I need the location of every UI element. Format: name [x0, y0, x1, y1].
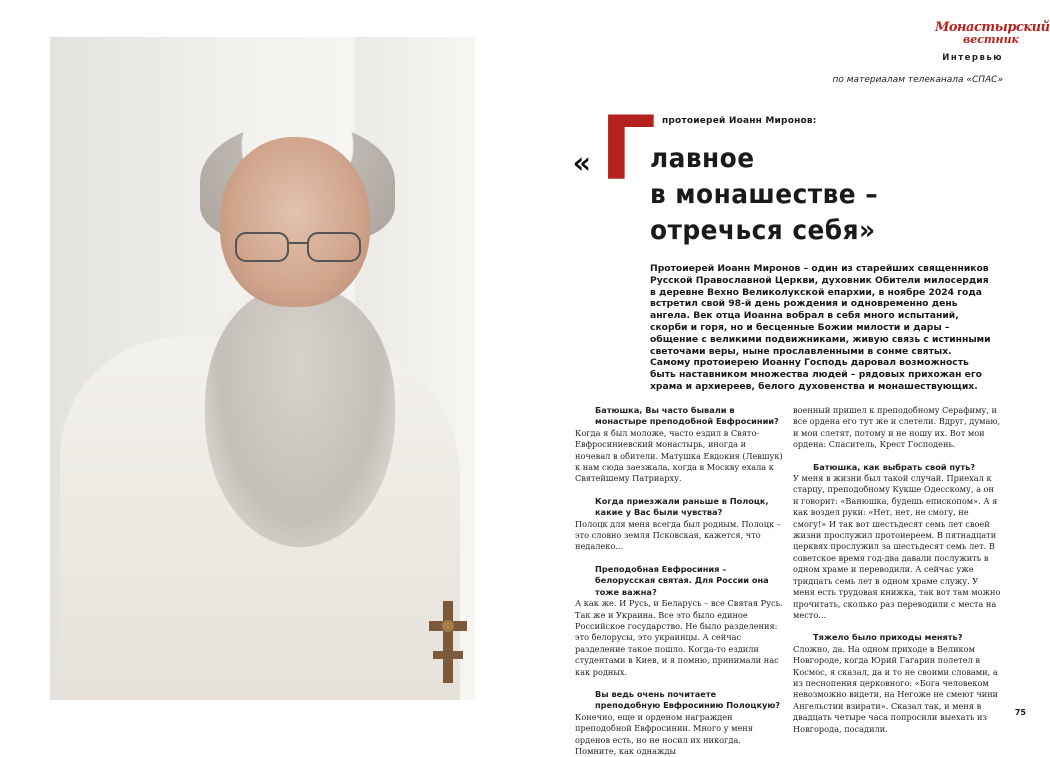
question: Вы ведь очень почитаете преподобную Евфросинию Полоцкую? [595, 688, 781, 711]
headline-line-1: лавное [650, 143, 755, 174]
question: Тяжело было приходы менять? [813, 632, 963, 643]
headline-line-3: отречься себя» [650, 215, 876, 246]
author-line: протоиерей Иоанн Миронов: [662, 116, 817, 126]
section-label: Интервью [942, 53, 1003, 63]
answer: Сложно, да. На одном приходе в Великом Новгороде, когда Юрий Гагарин полетел в Космос, я сказал, да и то не своими словами, а из песнопения церковного: «Бога человеком невозможно видети, на Негоже не смеют чини Ангельстии взирати». Сказал так, и меня в двадцать четыре часа попросили выехать из Новгорода, посадили. [793, 643, 999, 734]
answer: Полоцк для меня всегда был родным. Полоцк – это словно земля Псковская, кажется, что недалеко... [575, 518, 781, 552]
page-number: 75 [1014, 708, 1026, 717]
answer: военный пришел к преподобному Серафиму, и все ордена его тут же и слетели. Вдруг, думаю, и мои слетят, потому и не ношу их. Вот мои ордена: Спаситель, Крест Господень. [793, 405, 1001, 450]
lead-paragraph: Протоиерей Иоанн Миронов – один из старейших священников Русской Православной Церкви, духовник Обители милосердия в деревне Вехно Великолукской епархии, в ноябре 2024 года встретил свой 98-й день рождения и одновременно день ангела. Век отца Иоанна вобрал в себя много испытаний, скорби и горя, но и бесценные Божии милости и дары – общение с великими подвижниками, живую связь с истинными светочами веры, ныне прославленными в сонме святых. Самому протоиерею Иоанну Господь даровал возможность быть наставником множества людей – рядовых прихожан его храма и архиереев, белого духовенства и монашествующих. [650, 263, 991, 392]
pectoral-cross-icon [425, 597, 471, 687]
answer: Конечно, еще и орденом награжден преподобной Евфросинии. Много у меня орденов есть, но не носил их никогда. Помните, как однажды [575, 711, 753, 756]
glasses-icon [228, 227, 368, 267]
answer: Когда я был моложе, часто ездил в Свято-Евфросиниевский монастырь, иногда и ночевал в обители. Матушка Евдокия (Левшук) к нам сюда заезжала, когда в Москву ехала к Святейшему Патриарху. [575, 427, 783, 484]
dropcap-text: Г [600, 97, 657, 200]
beard [205, 287, 395, 547]
question: Батюшка, как выбрать свой путь? [813, 461, 976, 472]
portrait-photo [50, 37, 475, 700]
logo-line1: Монастырский [935, 20, 1050, 35]
text-column-2 [793, 405, 1001, 735]
question: Батюшка, Вы часто бывали в монастыре преподобной Евфросинии? [595, 405, 779, 427]
answer: А как же. И Русь, и Беларусь – все Святая Русь. Так же и Украина. Все это было единое Российское государство. Не было разделения: это белорусы, это украинцы. А сейчас разделение такое пошло. Когда-то ездили студентами в Киев, и я помню, принимали нас как родных. [575, 598, 783, 677]
question: Преподобная Евфросиния – белорусская святая. Для России она тоже важна? [595, 563, 769, 597]
question: Когда приезжали раньше в Полоцк, какие у Вас были чувства? [595, 495, 769, 518]
headline-line-2: в монашестве – [650, 179, 879, 210]
magazine-logo [935, 20, 1050, 46]
text-column-1 [575, 405, 783, 757]
face [220, 137, 370, 307]
dropcap-letter [600, 97, 657, 200]
opening-quote: « [573, 146, 592, 181]
headline [650, 141, 878, 249]
logo-line2: вестник [962, 33, 1020, 46]
source-credit: по материалам телеканала «СПАС» [832, 75, 1003, 85]
answer: У меня в жизни был такой случай. Приехал к старцу, преподобному Кукше Одесскому, а он и говорит: «Ванюшка, будешь епископом». А я как воздел руки: «Нет, нет, не смогу, не смогу!» И так вот шестьдесят семь лет своей жизни прослужил протоиереем. В пятнадцати церквях прослужил за шестьдесят семь лет. В советское время год-два давали послужить в одном храме и переводили. А сейчас уже тридцать семь лет в одном храме служу. У меня есть трудовая книжка, так вот там можно прочитать, сколько раз переводили с места на место... [793, 473, 1001, 620]
